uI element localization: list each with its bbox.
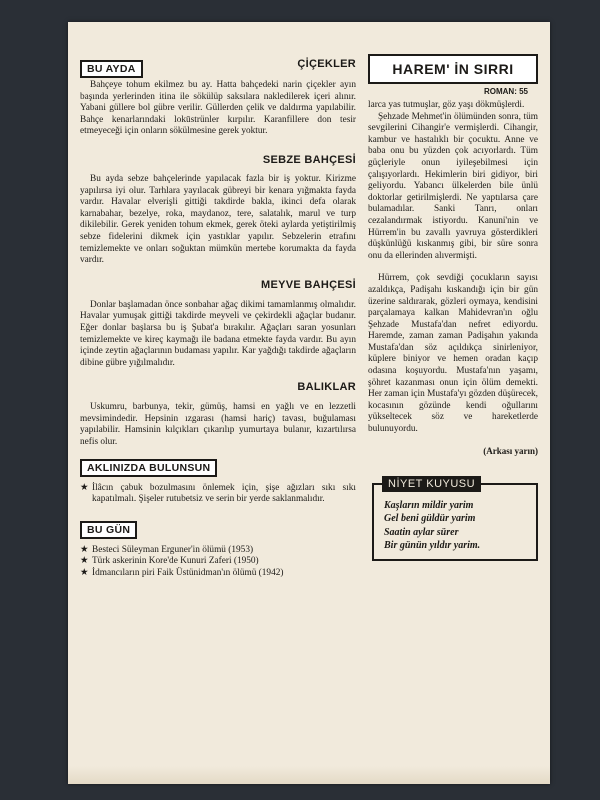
star-icon: ★ [80, 568, 89, 579]
star-icon: ★ [80, 544, 89, 555]
niyet-kuyusu [368, 474, 538, 561]
bugun-item [80, 556, 356, 568]
cicekler-heading: ÇİÇEKLER [297, 58, 356, 70]
bugun-row [80, 520, 356, 539]
bu-ayda-label: BU AYDA [80, 60, 143, 78]
roman-label: ROMAN: 55 [483, 87, 528, 96]
cicekler-text: Bahçeye tohum ekilmez bu ay. Hatta bahçedeki narin çiçekler ayın başında yerlerinden itina ile sökülüp saksılara nakledilerek içeri alınır. Yabani güllere bol gübre verilir. Güllerden çelik ve daldırma yapılabilir. Bahçe kenarlarındaki lokūstrünler kırpılır. Karanfillere don tesir etmeyeceği için onların sökülmesine gerek yoktur. [80, 80, 356, 137]
bugun-item [80, 568, 356, 580]
baliklar-heading: BALIKLAR [297, 381, 356, 394]
meyve-text: Donlar başlamadan önce sonbahar ağaç dikimi tamamlanmış olmalıdır. Havalar yumuşak gittiği takdirde meyveli ve çekirdekli ağaçlar budanır. Eğer donlar başlarsa bu iş Şubat'a bırakılır. Ağaçları saran yosunları temizlemekte ve kireç kaymağı ile badana etmekte fayda vardır. Bu ayın içinde zeytin ağaçlarının budaması yapılır. Kar yağdığı takdirde ağaçların dibine gübre yığılmalıdır. [80, 299, 356, 368]
bugun-item [80, 545, 356, 557]
bugun-item-text: İdmancıların piri Faik Üstünidman'ın ölümü (1942) [92, 568, 284, 579]
bugun-item-text: Besteci Süleyman Erguner'in ölümü (1953) [92, 544, 254, 555]
story-paragraph-3: Hürrem, çok sevdiği çocukların sayısı azaldıkça, Padişahı kıskandığı için bir gün üzerine saldırarak, gözleri oymaya, kendisini parçalamaya kalkan Mahidevran'ın oğlu Şehzade Mustafa'dan nefret ediyordu. Haremde, zaman zaman Padişahın yakında Mustafa'dan söz açıldıkça sinirleniyor, küplere biniyor ve hemen oradan kaçıp odasına koşuyordu. Mustafa'nın yaşamı, şöhret kazanması onun için ölüm demekti. Her zaman için Mustafa'yı gözden düşürecek, kocasının gözünde kendi oğullarını yükseltecek söz ve hareketlerde bulunuyordu. [368, 273, 538, 435]
aklinizda-label: AKLINIZDA BULUNSUN [80, 459, 217, 477]
baliklar-text: Uskumru, barbunya, tekir, gümüş, hamsi en yağlı ve en lezzetli mevsimindedir. Hepsinin ızgarası (hamsi hariç) tavası, buğulaması yapılabilir. Hamsinin kılçıkları çıkarılıp yumurtaya bulanır, kızartılırsa nefis olur. [80, 402, 356, 448]
sebze-heading: SEBZE BAHÇESİ [262, 153, 356, 166]
left-column [80, 58, 356, 580]
serial-title: HAREM' İN SIRRI [368, 54, 538, 84]
poem-line: Kaşların mildir yarim [384, 499, 474, 511]
poem-line: Gel beni güldür yarim [384, 513, 476, 525]
bugun-item-text: Türk askerinin Kore'de Kunuri Zaferi (1950) [92, 556, 259, 567]
story-paragraph-1: larca yas tutmuşlar, göz yaşı dökmüşlerdi. [368, 100, 525, 110]
star-icon: ★ [80, 482, 89, 493]
aklinizda-text: İlâcın çabuk bozulmasını önlemek için, şişe ağızları sıkı sıkı kapatılmalı. Şişeler rutubetsiz ve serin bir yerde saklanmalıdır. [92, 482, 356, 505]
poem-line: Bir günün yıldır yarim. [384, 540, 481, 552]
niyet-box [372, 483, 538, 561]
niyet-title: NİYET KUYUSU [382, 476, 481, 492]
newspaper-clipping [68, 22, 550, 784]
bugun-list [80, 545, 356, 580]
bugun-label: BU GÜN [80, 521, 137, 539]
story-paragraph-2: Şehzade Mehmet'in ölümünden sonra, tüm sevgilerini Cihangir'e vermişlerdi. Cihangir, kambur ve hastalıklı bir çocuktu. Anne ve baba onu bu yüzden çok acıyorlardı. Tüm güçleriyle onun iyileşebilmesi için çalışıyorlardı. Hekimlerin biri gidiyor, biri geliyordu. Yabancı ülkelerden bile ünlü doktorlar getirilmişlerdi. Ne yaptılarsa çare bulamadılar. Sanki Tanrı, onları cezalandırmak istiyordu. Kanuni'nin ve Hürrem'in bu zavallı yavruya gösterdikleri düşkünlüğü kıskanmış gibi, bir süre sonra onu da ellerinden alıvermişti. [368, 111, 538, 261]
continued-note: (Arkası yarın) [483, 445, 538, 456]
aklinizda-row [80, 458, 356, 477]
poem-line: Saatin aylar sürer [384, 526, 459, 538]
meyve-heading: MEYVE BAHÇESİ [261, 278, 356, 291]
bu-ayda-row [80, 58, 356, 76]
star-icon: ★ [80, 556, 89, 567]
aklinizda-item [80, 483, 356, 506]
right-column [368, 58, 538, 561]
sebze-text: Bu ayda sebze bahçelerinde yapılacak fazla bir iş yoktur. Kirizme yapılırsa iyi olur. Tarhlara yayılacak gübreyi bir kenara yığmakta fayda vardır. Havalar elverişli gittiği takdirde bakla, ikinci defa olarak karnabahar, bezelye, roka, maydanoz, tere, salatalık, marul ve turp dikilebilir. Gerek yeniden tohum ekmek, gerek öteki aylarda yetiştirilmiş sebze fidelerini dikmek için yastıklar yapılır. Sebzelerin etrafını temizlemekte ve onları soğuktan mümkün mertebe korumakta da fayda vardır. [80, 173, 356, 266]
